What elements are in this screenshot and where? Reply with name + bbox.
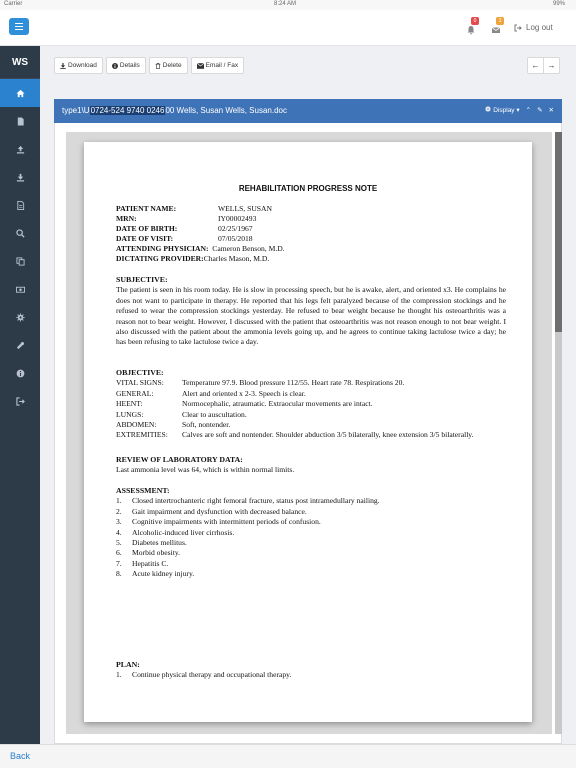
sidebar-item-copies[interactable] <box>0 247 40 275</box>
list-text: Gait impairment and dysfunction with decreased balance. <box>132 506 307 516</box>
document-navigation <box>527 57 560 74</box>
delete-label: Delete <box>162 62 182 69</box>
money-icon <box>16 285 25 294</box>
download-icon <box>16 173 25 182</box>
document-page <box>84 142 532 722</box>
date-of-visit-field <box>116 234 253 244</box>
clock-label: 8:24 AM <box>274 1 297 7</box>
info-icon <box>16 369 25 378</box>
list-item <box>116 496 506 506</box>
list-item <box>116 528 506 538</box>
sidebar-item-search[interactable] <box>0 219 40 247</box>
details-button[interactable] <box>106 57 146 74</box>
caret-down-icon: ▾ <box>516 107 520 114</box>
objective-row <box>116 410 506 420</box>
document-panel-header <box>54 99 562 123</box>
carrier-label: Carrier <box>4 1 23 7</box>
assessment-heading: ASSESSMENT: <box>116 486 170 495</box>
filename-suffix: 00 Wells, Susan Wells, Susan.doc <box>165 106 287 115</box>
list-number: 6. <box>116 548 122 558</box>
field-value: WELLS, SUSAN <box>218 204 273 213</box>
email-fax-button[interactable] <box>191 57 245 74</box>
menu-toggle-button[interactable] <box>9 18 29 35</box>
field-value: 07/05/2018 <box>218 234 253 243</box>
filename-prefix: type1\U <box>62 106 90 115</box>
objective-heading: OBJECTIVE: <box>116 368 164 377</box>
document-scrollbar[interactable] <box>555 132 562 734</box>
list-number: 2. <box>116 506 122 516</box>
logout-label: Log out <box>526 23 553 32</box>
mrn-field <box>116 214 256 224</box>
laboratory-heading: REVIEW OF LABORATORY DATA: <box>116 455 243 464</box>
document-viewer <box>54 123 562 744</box>
list-number: 1. <box>116 496 122 506</box>
list-text: Alcoholic-induced liver cirrhosis. <box>132 527 235 537</box>
envelope-icon <box>491 25 501 35</box>
subjective-heading: SUBJECTIVE: <box>116 275 168 284</box>
list-number: 4. <box>116 527 122 537</box>
list-item <box>116 559 506 569</box>
field-label: DICTATING PROVIDER: <box>116 254 204 263</box>
objective-value: Temperature 97.9. Blood pressure 112/55. Heart rate 78. Respirations 20. <box>182 378 405 388</box>
field-label: PATIENT NAME: <box>116 204 177 213</box>
sidebar-item-documents[interactable] <box>0 107 40 135</box>
sign-out-icon <box>16 397 25 406</box>
list-item <box>116 569 506 579</box>
field-label: ATTENDING PHYSICIAN: <box>116 244 209 253</box>
download-icon <box>60 63 66 69</box>
messages-badge: 3 <box>496 17 504 25</box>
bell-icon <box>466 25 476 35</box>
objective-label: LUNGS: <box>116 409 144 419</box>
objective-value: Soft, nontender. <box>182 420 231 430</box>
list-item <box>116 538 506 548</box>
objective-row <box>116 389 506 399</box>
panel-controls <box>485 106 554 114</box>
collapse-panel-button[interactable] <box>526 106 531 114</box>
objective-section <box>116 368 506 441</box>
subjective-text: The patient is seen in his room today. He is slow in processing speech, but he is awake, alert, and oriented x3. He complains he does not want to participate in therapy. He reported that his legs felt paralyzed because of the compression stockings and he refused to wear the compression stockings yesterday. He refused to bear weight because he thought his osteoarthritis was a reason not to bear weight. However, I discussed with the patient that osteoarthritis was not reason enough to not bear weight. I also discussed with the patient about the ammonia levels going up, and he agrees to continue taking lactulose twice a day; he has been refusing to take lactulose twice a day. <box>116 285 506 347</box>
sidebar-item-download[interactable] <box>0 163 40 191</box>
list-text: Closed intertrochanteric right femoral fracture, status post intramedullary nailing. <box>132 496 380 506</box>
sidebar-item-settings[interactable] <box>0 303 40 331</box>
document-canvas <box>66 132 552 734</box>
list-number: 7. <box>116 558 122 568</box>
list-item <box>116 670 506 680</box>
field-label: DATE OF VISIT: <box>116 234 174 243</box>
pencil-icon: ✎ <box>537 107 543 114</box>
app-logo: WS <box>0 46 40 79</box>
list-item <box>116 507 506 517</box>
download-button[interactable] <box>54 57 103 74</box>
laboratory-section <box>116 455 506 476</box>
messages-button[interactable] <box>491 18 502 32</box>
sidebar-item-info[interactable] <box>0 359 40 387</box>
trash-icon <box>155 63 161 69</box>
notifications-button[interactable] <box>466 18 477 32</box>
objective-label: GENERAL: <box>116 388 154 398</box>
gear-icon <box>16 313 25 322</box>
wrench-icon <box>16 341 25 350</box>
list-text: Morbid obesity. <box>132 548 181 558</box>
gear-icon <box>485 106 491 112</box>
subjective-section <box>116 275 506 348</box>
list-number: 3. <box>116 517 122 527</box>
hamburger-icon <box>15 26 23 28</box>
email-fax-label: Email / Fax <box>205 62 239 69</box>
display-dropdown[interactable] <box>485 106 519 114</box>
list-item <box>116 548 506 558</box>
list-item <box>116 517 506 527</box>
display-label: Display <box>493 107 515 114</box>
sidebar-item-billing[interactable] <box>0 275 40 303</box>
search-icon <box>16 229 25 238</box>
logout-button[interactable] <box>514 23 553 32</box>
bottom-bar <box>0 744 576 768</box>
list-text: Continue physical therapy and occupational therapy. <box>132 670 292 680</box>
attending-physician-field <box>116 244 285 254</box>
sidebar-item-reports[interactable] <box>0 191 40 219</box>
objective-value: Clear to auscultation. <box>182 409 247 419</box>
list-number: 1. <box>116 670 122 680</box>
document-toolbar <box>54 57 244 74</box>
delete-button[interactable] <box>149 57 188 74</box>
list-number: 8. <box>116 569 122 579</box>
sidebar-item-upload[interactable] <box>0 135 40 163</box>
list-text: Diabetes mellitus. <box>132 538 187 548</box>
list-text: Acute kidney injury. <box>132 569 195 579</box>
file-icon <box>16 117 25 126</box>
filename-highlight: 0724-524 9740 0246 <box>90 106 165 115</box>
sidebar-item-home[interactable] <box>0 79 40 107</box>
laboratory-text: Last ammonia level was 64, which is within normal limits. <box>116 465 295 475</box>
top-bar <box>0 10 576 46</box>
next-document-button[interactable] <box>544 58 559 73</box>
objective-value: Normocephalic, atraumatic. Extraocular movements are intact. <box>182 399 373 409</box>
sidebar-item-signout[interactable] <box>0 387 40 415</box>
copy-icon <box>16 257 25 266</box>
field-value: 02/25/1967 <box>218 224 253 233</box>
list-text: Hepatitis C. <box>132 558 169 568</box>
field-value: Cameron Benson, M.D. <box>212 244 285 253</box>
field-label: MRN: <box>116 214 137 223</box>
list-text: Cognitive impairments with intermittent periods of confusion. <box>132 517 321 527</box>
status-bar <box>0 0 576 10</box>
objective-label: VITAL SIGNS: <box>116 378 164 388</box>
sidebar-item-tools[interactable] <box>0 331 40 359</box>
objective-label: EXTREMITIES: <box>116 430 168 440</box>
battery-label: 99% <box>553 1 566 7</box>
sidebar <box>0 46 40 744</box>
field-value: Charles Mason, M.D. <box>203 254 270 263</box>
date-of-birth-field <box>116 224 253 234</box>
details-label: Details <box>119 62 140 69</box>
envelope-icon <box>197 63 204 69</box>
edit-document-button[interactable] <box>537 106 542 114</box>
close-panel-button[interactable] <box>549 106 554 114</box>
objective-label: ABDOMEN: <box>116 420 157 430</box>
objective-row <box>116 378 506 388</box>
objective-row <box>116 430 506 440</box>
objective-label: HEENT: <box>116 399 143 409</box>
info-icon <box>112 63 118 69</box>
document-icon <box>16 201 25 210</box>
arrow-left-icon: ← <box>531 61 540 70</box>
upload-icon <box>16 145 25 154</box>
download-label: Download <box>68 62 97 69</box>
chevron-up-icon: ⌃ <box>525 107 532 114</box>
list-number: 5. <box>116 538 122 548</box>
back-button[interactable]: Back <box>10 751 31 761</box>
home-icon <box>16 89 25 98</box>
logout-icon <box>514 24 522 32</box>
field-label: DATE OF BIRTH: <box>116 224 178 233</box>
arrow-right-icon: → <box>547 61 556 70</box>
field-value: IY00002493 <box>218 214 257 223</box>
document-filename <box>62 106 287 115</box>
scrollbar-thumb[interactable] <box>555 132 562 332</box>
previous-document-button[interactable] <box>528 58 544 73</box>
objective-value: Alert and oriented x 2-3. Speech is clear. <box>182 388 306 398</box>
assessment-section <box>116 486 506 580</box>
objective-row <box>116 399 506 409</box>
document-title: REHABILITATION PROGRESS NOTE <box>238 184 378 193</box>
patient-name-field <box>116 204 272 214</box>
objective-row <box>116 420 506 430</box>
dictating-provider-field <box>116 254 269 264</box>
objective-value: Calves are soft and nontender. Shoulder abduction 3/5 bilaterally, knee extension 3/5 bilaterally. <box>182 430 474 440</box>
plan-heading: PLAN: <box>116 660 140 669</box>
plan-section <box>116 660 506 681</box>
notifications-badge: 0 <box>471 17 479 25</box>
close-icon: ✕ <box>548 107 554 114</box>
